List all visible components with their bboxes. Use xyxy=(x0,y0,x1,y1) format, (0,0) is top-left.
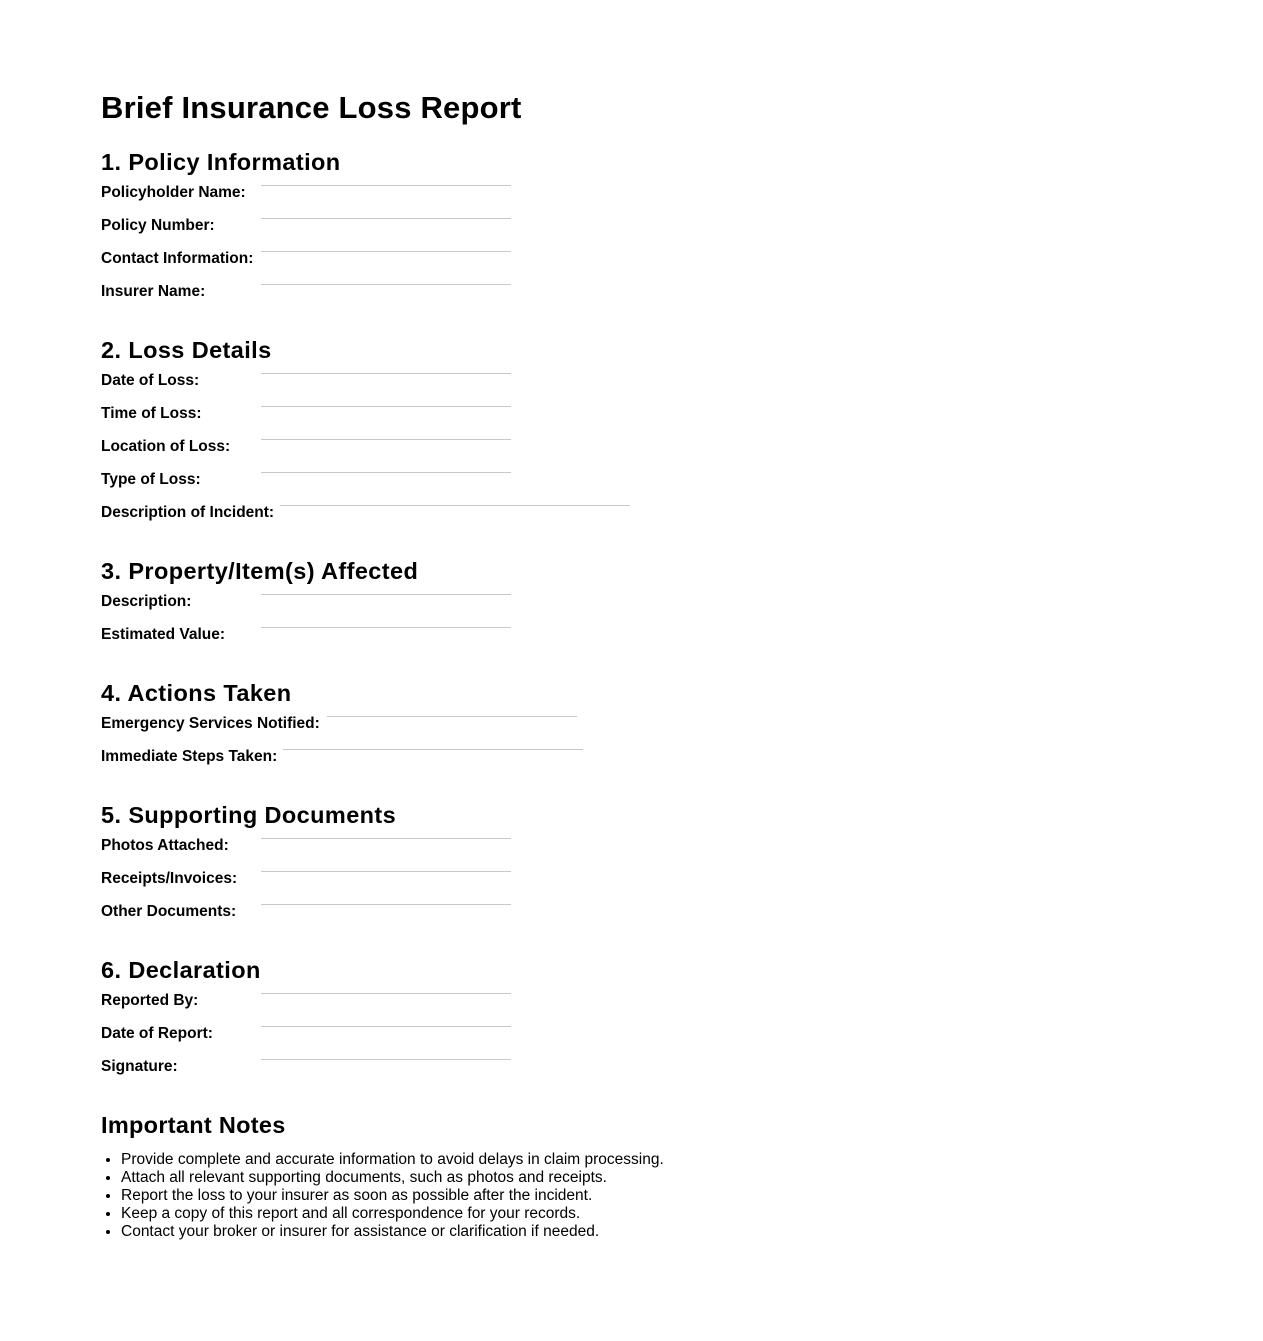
list-item: • Keep a copy of this report and all correspondence for your records. xyxy=(121,1205,664,1223)
notes-list xyxy=(101,1151,664,1241)
field-label: Reported By: xyxy=(101,992,199,1009)
date-of-loss-field xyxy=(101,371,272,404)
type-of-loss-input-line[interactable] xyxy=(261,472,511,473)
field-label: Policy Number: xyxy=(101,217,215,234)
signature-input-line[interactable] xyxy=(261,1059,511,1060)
field-label: Date of Loss: xyxy=(101,372,200,389)
list-item: • Attach all relevant supporting documents, such as photos and receipts. xyxy=(121,1169,664,1187)
section-heading: 3. Property/Item(s) Affected xyxy=(101,558,419,584)
date-of-report-field xyxy=(101,1024,261,1057)
section-heading: 5. Supporting Documents xyxy=(101,802,397,828)
contact-information-input-line[interactable] xyxy=(261,251,511,252)
field-label: Policyholder Name: xyxy=(101,184,246,201)
section-heading: 1. Policy Information xyxy=(101,149,341,175)
emergency-services-field xyxy=(101,714,320,747)
section-supporting-documents xyxy=(101,800,396,935)
policyholder-name-input-line[interactable] xyxy=(261,185,511,186)
field-label: Emergency Services Notified: xyxy=(101,715,320,732)
section-declaration xyxy=(101,955,261,1090)
field-label: Description of Incident: xyxy=(101,504,275,521)
property-description-field xyxy=(101,592,418,625)
location-of-loss-field xyxy=(101,437,272,470)
section-heading: 4. Actions Taken xyxy=(101,680,292,706)
date-of-report-input-line[interactable] xyxy=(261,1026,511,1027)
list-item: • Provide complete and accurate information to avoid delays in claim processing. xyxy=(121,1151,664,1169)
section-property-affected xyxy=(101,556,418,658)
important-notes xyxy=(101,1110,664,1241)
field-label: Other Documents: xyxy=(101,903,237,920)
time-of-loss-field xyxy=(101,404,272,437)
photos-attached-field xyxy=(101,836,396,869)
field-label: Location of Loss: xyxy=(101,438,231,455)
photos-attached-input-line[interactable] xyxy=(261,838,511,839)
insurer-name-field xyxy=(101,282,341,315)
field-label: Immediate Steps Taken: xyxy=(101,748,278,765)
field-label: Insurer Name: xyxy=(101,283,206,300)
field-label: Time of Loss: xyxy=(101,405,202,422)
page-title: Brief Insurance Loss Report xyxy=(101,90,522,125)
policy-number-field xyxy=(101,216,341,249)
signature-field xyxy=(101,1057,261,1090)
policy-number-input-line[interactable] xyxy=(261,218,511,219)
field-label: Receipts/Invoices: xyxy=(101,870,238,887)
field-label: Type of Loss: xyxy=(101,471,201,488)
field-label: Description: xyxy=(101,593,192,610)
field-label: Estimated Value: xyxy=(101,626,226,643)
section-loss-details xyxy=(101,335,275,536)
field-label: Date of Report: xyxy=(101,1025,213,1042)
description-of-incident-field xyxy=(101,503,275,536)
section-heading: 6. Declaration xyxy=(101,957,261,983)
section-policy-information xyxy=(101,147,341,315)
immediate-steps-input-line[interactable] xyxy=(283,749,583,750)
reported-by-field xyxy=(101,991,261,1024)
list-item: • Report the loss to your insurer as soon as possible after the incident. xyxy=(121,1187,664,1205)
receipts-invoices-field xyxy=(101,869,396,902)
section-heading: 2. Loss Details xyxy=(101,337,272,363)
location-of-loss-input-line[interactable] xyxy=(261,439,511,440)
property-description-input-line[interactable] xyxy=(261,594,511,595)
field-label: Signature: xyxy=(101,1058,178,1075)
estimated-value-input-line[interactable] xyxy=(261,627,511,628)
description-of-incident-input-line[interactable] xyxy=(280,505,630,506)
receipts-invoices-input-line[interactable] xyxy=(261,871,511,872)
type-of-loss-field xyxy=(101,470,272,503)
emergency-services-input-line[interactable] xyxy=(327,716,577,717)
field-label: Contact Information: xyxy=(101,250,254,267)
notes-heading: Important Notes xyxy=(101,1112,286,1138)
immediate-steps-field xyxy=(101,747,292,780)
field-label: Photos Attached: xyxy=(101,837,229,854)
policyholder-name-field xyxy=(101,183,341,216)
reported-by-input-line[interactable] xyxy=(261,993,511,994)
section-actions-taken xyxy=(101,678,320,780)
date-of-loss-input-line[interactable] xyxy=(261,373,511,374)
other-documents-input-line[interactable] xyxy=(261,904,511,905)
estimated-value-field xyxy=(101,625,418,658)
time-of-loss-input-line[interactable] xyxy=(261,406,511,407)
insurer-name-input-line[interactable] xyxy=(261,284,511,285)
list-item: • Contact your broker or insurer for assistance or clarification if needed. xyxy=(121,1223,664,1241)
contact-information-field xyxy=(101,249,341,282)
other-documents-field xyxy=(101,902,396,935)
